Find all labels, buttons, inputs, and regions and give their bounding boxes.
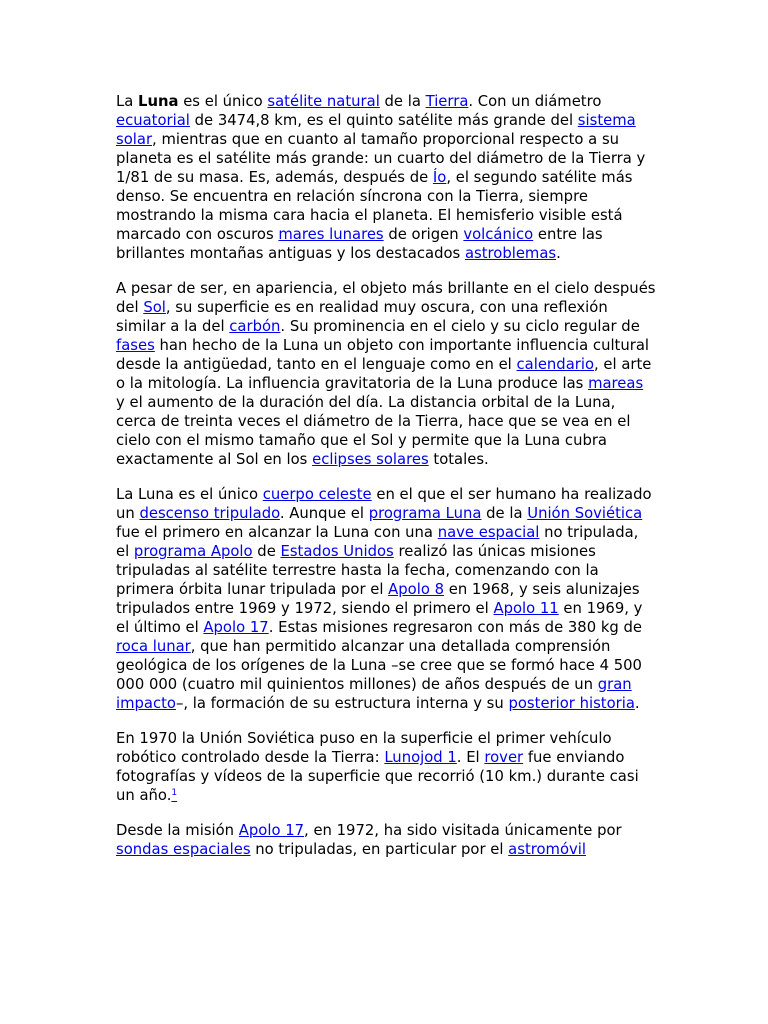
text-run: . Con un diámetro bbox=[468, 93, 602, 110]
text-run: . bbox=[556, 245, 561, 262]
text-run: no tripuladas, en particular por el bbox=[250, 841, 509, 858]
text-run: de origen bbox=[383, 226, 464, 243]
paragraph-later-missions bbox=[116, 821, 656, 859]
text-run: en 1969, y el último el bbox=[116, 600, 643, 636]
link-sol[interactable]: Sol bbox=[143, 299, 166, 316]
link-gran-impacto[interactable]: gran impacto bbox=[116, 676, 632, 712]
text-run: , en 1972, ha sido visitada únicamente por bbox=[304, 822, 622, 839]
text-run: de la bbox=[379, 93, 426, 110]
text-run: han hecho de la Luna un objeto con importante influencia cultural desde la antigüedad, tanto en el lenguaje como en el bbox=[116, 337, 649, 373]
link-programa-apolo[interactable]: programa Apolo bbox=[133, 543, 253, 560]
link-posterior-historia[interactable]: posterior historia bbox=[508, 695, 635, 712]
link-fases[interactable]: fases bbox=[116, 337, 155, 354]
link-roca-lunar[interactable]: roca lunar bbox=[116, 638, 191, 655]
text-run: y el aumento de la duración del día. La distancia orbital de la Luna, cerca de treinta veces el diámetro de la Tierra, hace que se vea en el cielo con el mismo tamaño que el Sol y permite que la Luna cubra exactamente al Sol en los bbox=[116, 394, 631, 468]
text-run: , el segundo satélite más denso. Se encuentra en relación síncrona con la Tierra, siempre mostrando la misma cara hacia el planeta. El hemisferio visible está marcado con oscuros bbox=[116, 169, 633, 243]
text-run: La Luna es el único bbox=[116, 486, 263, 503]
link-rover[interactable]: rover bbox=[484, 749, 524, 766]
text-run: entre las brillantes montañas antiguas y los destacados bbox=[116, 226, 603, 262]
text-run: . bbox=[634, 695, 640, 712]
text-run: de 3474,8 km, es el quinto satélite más grande del bbox=[189, 112, 578, 129]
text-run: , su superficie es en realidad muy oscura, con una reflexión similar a la del bbox=[116, 299, 608, 335]
text-run: fue enviando fotografías y vídeos de la superficie que recorrió (10 km.) durante casi un año. bbox=[116, 749, 639, 804]
text-run: en 1968, y seis alunizajes tripulados entre 1969 y 1972, siendo el primero el bbox=[116, 581, 640, 617]
text-run: es el único bbox=[178, 93, 268, 110]
text-run: . Aunque el bbox=[279, 505, 369, 522]
article-body bbox=[116, 92, 656, 875]
link-mares-lunares[interactable]: mares lunares bbox=[278, 226, 384, 243]
link-sistema-solar[interactable]: sistema solar bbox=[116, 112, 636, 148]
link-eclipses-solares[interactable]: eclipses solares bbox=[312, 451, 429, 468]
text-run: A pesar de ser, en apariencia, el objeto más brillante en el cielo después del bbox=[116, 280, 656, 316]
link-volcanico[interactable]: volcánico bbox=[463, 226, 534, 243]
link-apolo-17[interactable]: Apolo 17 bbox=[238, 822, 305, 839]
text-run: en el que el ser humano ha realizado un bbox=[116, 486, 652, 522]
text-run: realizó las únicas misiones tripuladas al satélite terrestre hasta la fecha, comenzando con la primera órbita lunar tripulada por el bbox=[116, 543, 599, 598]
link-cuerpo-celeste[interactable]: cuerpo celeste bbox=[262, 486, 372, 503]
paragraph-brightness bbox=[116, 279, 656, 469]
footnote-ref-1[interactable] bbox=[171, 787, 177, 804]
text-run: , que han permitido alcanzar una detallada comprensión geológica de los orígenes de la Luna –se cree que se formó hace 4 500 000 000 (cuatro mil quinientos millones) de años después de un bbox=[116, 638, 642, 693]
text-run: Desde la misión bbox=[116, 822, 239, 839]
text-run: de la bbox=[481, 505, 528, 522]
link-apolo-11[interactable]: Apolo 11 bbox=[493, 600, 559, 617]
text-run: fue el primero en alcanzar la Luna con una bbox=[116, 524, 438, 541]
link-mareas[interactable]: mareas bbox=[588, 375, 644, 392]
link-astromovil[interactable]: astromóvil bbox=[508, 841, 587, 858]
text-run: , el arte o la mitología. La influencia gravitatoria de la Luna produce las bbox=[116, 356, 652, 392]
text-run: . Su prominencia en el cielo y su ciclo regular de bbox=[280, 318, 640, 335]
paragraph-lunojod bbox=[116, 729, 656, 805]
text-run: En 1970 la Unión Soviética puso en la superficie el primer vehículo robótico controlado desde la Tierra: bbox=[116, 730, 612, 766]
link-astroblemas[interactable]: astroblemas bbox=[464, 245, 557, 262]
link-apolo-8[interactable]: Apolo 8 bbox=[388, 581, 445, 598]
paragraph-human-landing bbox=[116, 485, 656, 713]
text-run: no tripulada, el bbox=[116, 524, 639, 560]
link-tierra[interactable]: Tierra bbox=[425, 93, 469, 110]
link-descenso-tripulado[interactable]: descenso tripulado bbox=[139, 505, 280, 522]
link-io[interactable]: Ío bbox=[432, 169, 447, 186]
text-run: La bbox=[116, 93, 139, 110]
text-run: . El bbox=[456, 749, 485, 766]
text-run: totales. bbox=[428, 451, 489, 468]
link-programa-luna[interactable]: programa Luna bbox=[368, 505, 482, 522]
text-run: –, la formación de su estructura interna y su bbox=[175, 695, 509, 712]
link-apolo-17[interactable]: Apolo 17 bbox=[203, 619, 269, 636]
link-estados-unidos[interactable]: Estados Unidos bbox=[280, 543, 394, 560]
link-union-sovietica[interactable]: Unión Soviética bbox=[527, 505, 643, 522]
link-sondas-espaciales[interactable]: sondas espaciales bbox=[116, 841, 251, 858]
link-lunojod-1[interactable]: Lunojod 1 bbox=[384, 749, 457, 766]
link-calendario[interactable]: calendario bbox=[516, 356, 595, 373]
text-run: , mientras que en cuanto al tamaño proporcional respecto a su planeta es el satélite más grande: un cuarto del diámetro de la Tierra y 1/81 de su masa. Es, además, después de bbox=[116, 131, 646, 186]
footnote-number: 1 bbox=[171, 788, 178, 798]
link-satelite-natural[interactable]: satélite natural bbox=[267, 93, 380, 110]
text-run: . Estas misiones regresaron con más de 380 kg de bbox=[268, 619, 642, 636]
link-nave-espacial[interactable]: nave espacial bbox=[437, 524, 540, 541]
link-carbon[interactable]: carbón bbox=[229, 318, 281, 335]
link-ecuatorial[interactable]: ecuatorial bbox=[116, 112, 190, 129]
paragraph-intro bbox=[116, 92, 656, 263]
text-run: de bbox=[252, 543, 281, 560]
bold-term: Luna bbox=[138, 93, 179, 110]
